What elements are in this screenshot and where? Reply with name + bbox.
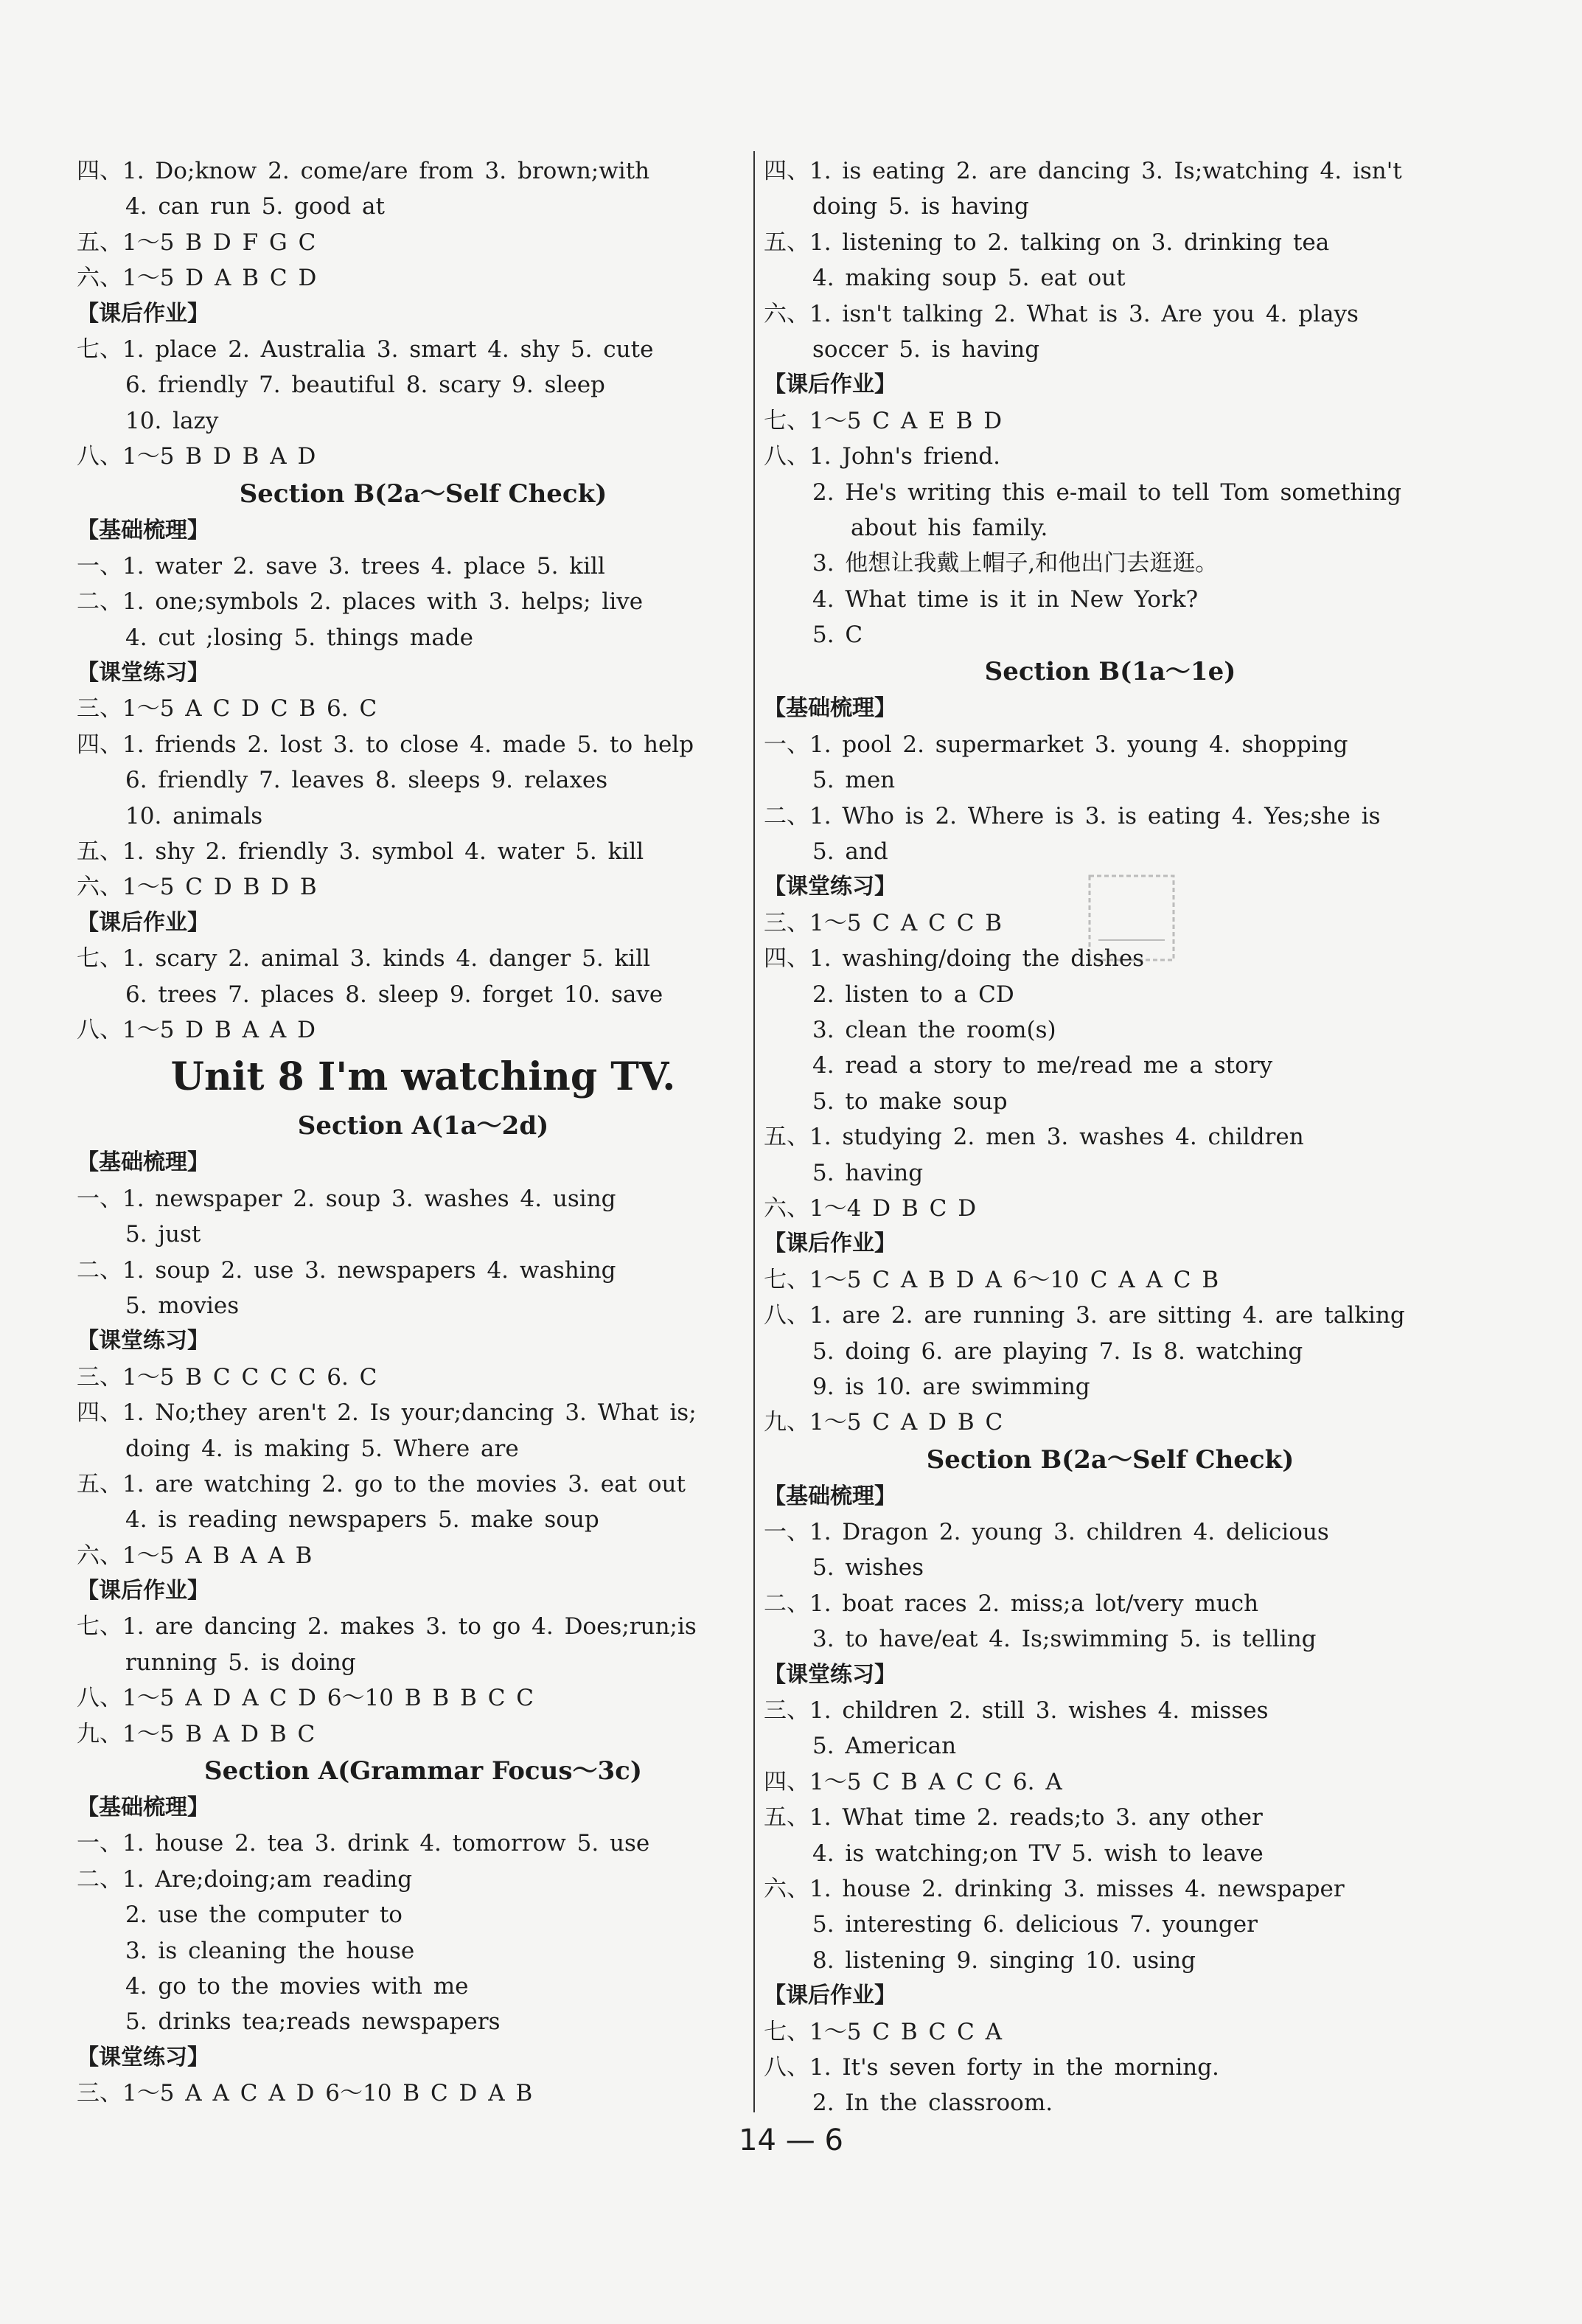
answer-line: 四、1. is eating 2. are dancing 3. Is;watching 4. isn't	[764, 158, 1402, 184]
answer-line: 五、1. shy 2. friendly 3. symbol 4. water 5. kill	[77, 838, 644, 866]
answer-line: 5. and	[812, 838, 888, 866]
answer-line: 4. cut ;losing 5. things made	[125, 624, 473, 651]
answer-line: 五、1. What time 2. reads;to 3. any other	[764, 1804, 1263, 1831]
answer-line: 六、1～4 D B C D	[764, 1194, 977, 1222]
answer-line: 八、1. are 2. are running 3. are sitting 4. are talking	[764, 1302, 1405, 1329]
answer-line: 四、1～5 C B A C C 6. A	[764, 1768, 1062, 1795]
answer-line: doing 5. is having	[812, 193, 1029, 220]
answer-line: 3. 他想让我戴上帽子,和他出门去逛逛。	[812, 550, 1219, 577]
column-divider	[753, 151, 755, 2112]
answer-line: 七、1. are dancing 2. makes 3. to go 4. Does;run;is	[77, 1613, 697, 1641]
answer-line: 4. making soup 5. eat out	[812, 265, 1126, 292]
answer-line: 三、1～5 A A C A D 6～10 B C D A B	[77, 2080, 533, 2107]
answer-line: 4. read a story to me/read me a story	[812, 1052, 1273, 1079]
answer-line: 四、1. washing/doing the dishes	[764, 945, 1145, 973]
answer-line: 九、1～5 B A D B C	[77, 1720, 316, 1747]
category-tag: 【课堂练习】	[77, 660, 209, 686]
answer-line: 5. to make soup	[812, 1088, 1008, 1115]
answer-line: 六、1. isn't talking 2. What is 3. Are you 4. plays	[764, 300, 1359, 327]
left-column	[77, 153, 770, 2112]
answer-line: 九、1～5 C A D B C	[764, 1409, 1003, 1436]
answer-line: 四、1. friends 2. lost 3. to close 4. made 5. to help	[77, 731, 694, 758]
section-heading: Section A(1a～2d)	[297, 1111, 549, 1141]
answer-line: 6. friendly 7. beautiful 8. scary 9. sleep	[125, 372, 605, 399]
answer-line: 一、1. water 2. save 3. trees 4. place 5. kill	[77, 552, 605, 580]
answer-line: 三、1～5 C A C C B	[764, 909, 1003, 936]
answer-line: 2. In the classroom.	[812, 2090, 1053, 2117]
watermark-stamp-icon	[1084, 870, 1179, 966]
answer-line: 六、1～5 A B A A B	[77, 1542, 313, 1569]
answer-line: doing 4. is making 5. Where are	[125, 1435, 519, 1462]
category-tag: 【课堂练习】	[77, 1328, 209, 1354]
answer-line: 5. having	[812, 1159, 924, 1186]
answer-line: 五、1. studying 2. men 3. washes 4. children	[764, 1124, 1304, 1151]
answer-line: 5. doing 6. are playing 7. Is 8. watching	[812, 1337, 1303, 1365]
answer-line: 六、1～5 D A B C D	[77, 265, 317, 292]
answer-line: 五、1～5 B D F G C	[77, 229, 316, 256]
section-heading: Section B(1a～1e)	[984, 657, 1236, 687]
category-tag: 【课堂练习】	[764, 874, 896, 900]
answer-line: 4. can run 5. good at	[125, 193, 385, 220]
answer-line: 二、1. Are;doing;am reading	[77, 1865, 413, 1893]
answer-line: 10. lazy	[125, 407, 219, 434]
category-tag: 【课后作业】	[77, 1578, 209, 1604]
answer-line: running 5. is doing	[125, 1649, 356, 1676]
answer-line: 3. clean the room(s)	[812, 1016, 1056, 1043]
answer-line: 二、1. one;symbols 2. places with 3. helps; live	[77, 588, 644, 616]
answer-line: 七、1. place 2. Australia 3. smart 4. shy 5. cute	[77, 335, 654, 363]
unit-title: Unit 8 I'm watching TV.	[170, 1054, 676, 1100]
answer-line: 5. drinks tea;reads newspapers	[125, 2008, 501, 2036]
category-tag: 【基础梳理】	[77, 517, 209, 543]
answer-line: 四、1. Do;know 2. come/are from 3. brown;with	[77, 158, 650, 184]
answer-line: 一、1. house 2. tea 3. drink 4. tomorrow 5. use	[77, 1830, 650, 1857]
answer-line: 5. wishes	[812, 1554, 924, 1582]
answer-line: 3. is cleaning the house	[125, 1937, 415, 1964]
answer-line: 2. use the computer to	[125, 1902, 403, 1929]
answer-line: 10. animals	[125, 802, 263, 829]
answer-line: 5. American	[812, 1733, 957, 1760]
answer-line: 5. just	[125, 1221, 201, 1248]
category-tag: 【基础梳理】	[764, 1483, 896, 1509]
answer-line: 2. listen to a CD	[812, 981, 1014, 1008]
answer-line: 一、1. newspaper 2. soup 3. washes 4. using	[77, 1185, 616, 1212]
answer-line: 5. C	[812, 622, 863, 649]
section-heading: Section A(Grammar Focus～3c)	[204, 1756, 642, 1787]
answer-line: 七、1～5 C A B D A 6～10 C A A C B	[764, 1266, 1219, 1293]
answer-line: 5. interesting 6. delicious 7. younger	[812, 1911, 1258, 1938]
answer-line: 9. is 10. are swimming	[812, 1373, 1090, 1400]
answer-line: 二、1. Who is 2. Where is 3. is eating 4. Yes;she is	[764, 802, 1381, 829]
answer-line: 三、1～5 A C D C B 6. C	[77, 695, 377, 723]
category-tag: 【课堂练习】	[77, 2044, 209, 2070]
category-tag: 【课后作业】	[77, 300, 209, 327]
answer-line: 一、1. pool 2. supermarket 3. young 4. shopping	[764, 731, 1348, 758]
answer-line: 3. to have/eat 4. Is;swimming 5. is telling	[812, 1626, 1317, 1653]
section-heading: Section B(2a～Self Check)	[239, 479, 607, 509]
category-tag: 【基础梳理】	[77, 1795, 209, 1821]
category-tag: 【课后作业】	[764, 1231, 896, 1257]
category-tag: 【课后作业】	[764, 372, 896, 398]
section-heading: Section B(2a～Self Check)	[926, 1444, 1294, 1475]
answer-line: 4. is reading newspapers 5. make soup	[125, 1506, 599, 1534]
answer-line: 2. He's writing this e-mail to tell Tom something	[812, 479, 1401, 506]
answer-line: 八、1～5 D B A A D	[77, 1016, 316, 1043]
answer-line: 八、1. It's seven forty in the morning.	[764, 2053, 1219, 2081]
category-tag: 【基础梳理】	[764, 695, 896, 722]
answer-line: 4. What time is it in New York?	[812, 585, 1199, 613]
answer-line: 八、1～5 A D A C D 6～10 B B B C C	[77, 1685, 534, 1712]
answer-line: 4. is watching;on TV 5. wish to leave	[812, 1840, 1264, 1867]
answer-line: 5. men	[812, 767, 896, 794]
answer-line: 四、1. No;they aren't 2. Is your;dancing 3. What is;	[77, 1399, 697, 1427]
answer-line: 五、1. listening to 2. talking on 3. drinking tea	[764, 229, 1330, 256]
answer-line: about his family.	[851, 514, 1048, 541]
answer-line: 8. listening 9. singing 10. using	[812, 1946, 1196, 1974]
answer-line: 七、1～5 C B C C A	[764, 2018, 1003, 2045]
answer-line: 6. friendly 7. leaves 8. sleeps 9. relaxes	[125, 767, 608, 794]
page-number: 14 — 6	[739, 2123, 843, 2157]
answer-line: 二、1. boat races 2. miss;a lot/very much	[764, 1590, 1259, 1617]
answer-line: 七、1. scary 2. animal 3. kinds 4. danger 5. kill	[77, 945, 651, 973]
answer-line: 4. go to the movies with me	[125, 1972, 469, 2000]
answer-line: 六、1～5 C D B D B	[77, 874, 317, 901]
category-tag: 【课后作业】	[764, 1983, 896, 2009]
answer-line: 五、1. are watching 2. go to the movies 3. eat out	[77, 1470, 686, 1497]
category-tag: 【课后作业】	[77, 909, 209, 936]
answer-line: 三、1～5 B C C C C 6. C	[77, 1363, 377, 1391]
answer-line: soccer 5. is having	[812, 335, 1040, 363]
answer-line: 6. trees 7. places 8. sleep 9. forget 10. save	[125, 981, 663, 1008]
answer-line: 八、1～5 B D B A D	[77, 443, 316, 470]
answer-line: 一、1. Dragon 2. young 3. children 4. delicious	[764, 1519, 1329, 1546]
answer-line: 三、1. children 2. still 3. wishes 4. misses	[764, 1697, 1269, 1725]
answer-line: 八、1. John's friend.	[764, 443, 1000, 470]
answer-line: 二、1. soup 2. use 3. newspapers 4. washing	[77, 1256, 616, 1284]
category-tag: 【课堂练习】	[764, 1661, 896, 1688]
answer-line: 七、1～5 C A E B D	[764, 407, 1003, 434]
right-column	[764, 153, 1457, 2121]
category-tag: 【基础梳理】	[77, 1149, 209, 1176]
answer-line: 六、1. house 2. drinking 3. misses 4. newspaper	[764, 1875, 1345, 1902]
answer-line: 5. movies	[125, 1292, 240, 1319]
